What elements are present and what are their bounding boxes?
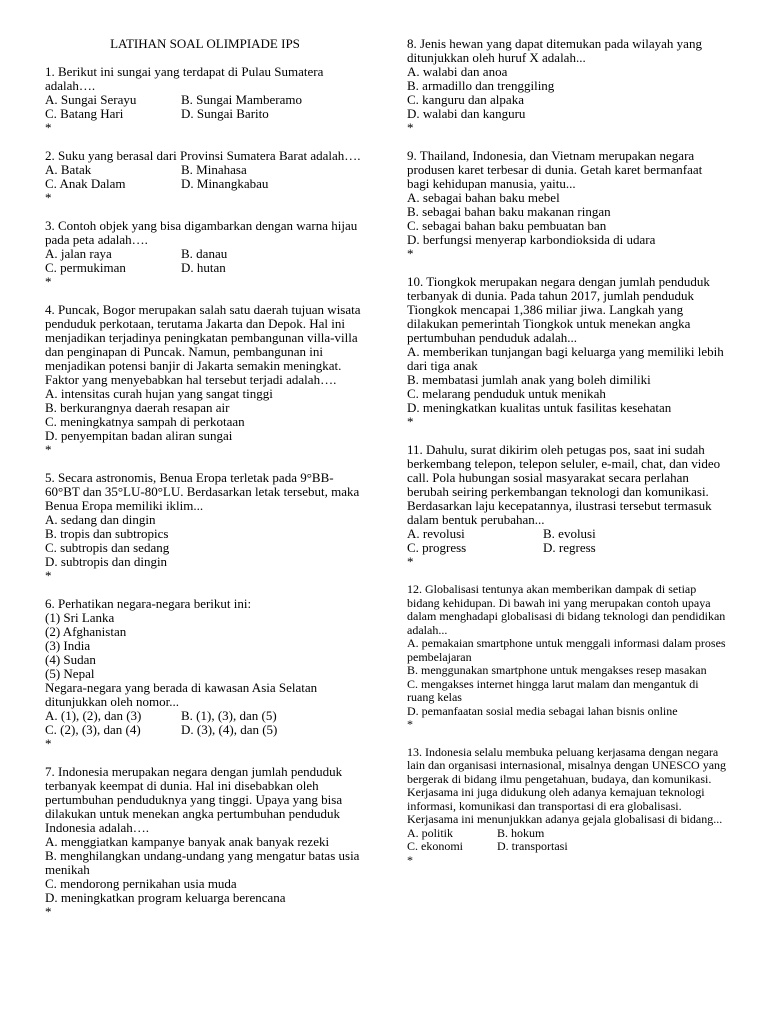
question-8	[407, 37, 727, 135]
answer-mark: *	[45, 190, 52, 205]
option-b: B. danau	[181, 246, 228, 261]
option-d: D. meningkatkan kualitas untuk fasilitas kesehatan	[407, 400, 672, 415]
option-a: A. jalan raya	[45, 246, 112, 261]
option-d: D. walabi dan kanguru	[407, 106, 526, 121]
question-13	[407, 746, 727, 868]
question-text-2: Negara-negara yang berada di kawasan Asia Selatan ditunjukkan oleh nomor...	[45, 680, 318, 709]
question-text: 8. Jenis hewan yang dapat ditemukan pada wilayah yang ditunjukkan oleh huruf X adalah...	[407, 36, 702, 65]
answer-mark: *	[407, 852, 413, 867]
answer-mark: *	[407, 120, 414, 135]
list-item: (4) Sudan	[45, 652, 96, 667]
option-d: D. subtropis dan dingin	[45, 554, 168, 569]
option-b: B. Minahasa	[181, 162, 247, 177]
question-text: 4. Puncak, Bogor merupakan salah satu daerah tujuan wisata penduduk perkotaan, terutama Jakarta dan Depok. Hal ini menjadikan terjadinya peningkatan pembangunan villa-villa dan penginapan di Puncak. Namun, pembangunan ini menjadikan potensi banjir di Jakarta semakin meningkat. Faktor yang menyebabkan hal tersebut terjadi adalah….	[45, 302, 361, 387]
option-a: A. pemakaian smartphone untuk menggali informasi dalam proses pembelajaran	[407, 636, 726, 664]
question-text: 11. Dahulu, surat dikirim oleh petugas pos, saat ini sudah berkembang telepon, telepon seluler, e-mail, chat, dan video call. Pola hubungan sosial masyarakat secara perlahan berubah seiring perkembangan teknologi dan komunikasi. Berdasarkan laju kecepatannya, ilustrasi tersebut termasuk dalam bentuk perubahan...	[407, 442, 721, 527]
question-11	[407, 443, 727, 569]
question-text: 9. Thailand, Indonesia, dan Vietnam merupakan negara produsen karet terbesar di dunia. Getah karet bermanfaat bagi kehidupan manusia, yaitu...	[407, 148, 703, 191]
answer-mark: *	[407, 414, 414, 429]
question-1	[45, 65, 365, 135]
option-d: D. berfungsi menyerap karbondioksida di udara	[407, 232, 656, 247]
page-title: LATIHAN SOAL OLIMPIADE IPS	[110, 36, 300, 51]
option-c: C. progress	[407, 540, 467, 555]
question-10	[407, 275, 727, 429]
option-b: B. Sungai Mamberamo	[181, 92, 302, 107]
answer-mark: *	[45, 274, 52, 289]
question-9	[407, 149, 727, 261]
option-c: C. Anak Dalam	[45, 176, 126, 191]
answer-mark: *	[45, 120, 52, 135]
option-d: D. pemanfaatan sosial media sebagai lahan bisnis online	[407, 703, 678, 718]
option-a: A. sebagai bahan baku mebel	[407, 190, 560, 205]
option-c: C. mendorong pernikahan usia muda	[45, 876, 237, 891]
option-a: A. (1), (2), dan (3)	[45, 708, 142, 723]
answer-mark: *	[407, 246, 414, 261]
option-b: B. armadillo dan trenggiling	[407, 78, 555, 93]
question-5	[45, 471, 365, 583]
option-a: A. Sungai Serayu	[45, 92, 137, 107]
option-d: D. transportasi	[497, 839, 568, 853]
question-text: 5. Secara astronomis, Benua Eropa terletak pada 9°BB-60°BT dan 35°LU-80°LU. Berdasarkan letak tersebut, maka Benua Eropa memiliki iklim...	[45, 470, 360, 513]
option-c: C. Batang Hari	[45, 106, 124, 121]
question-text: 13. Indonesia selalu membuka peluang kerjasama dengan negara lain dan organisasi internasional, misalnya dengan UNESCO yang bergerak di bidang ilmu pengetahuan, budaya, dan komunikasi. Kerjasama ini juga didukung oleh adanya kemajuan teknologi informasi, komunikasi dan transportasi di era globalisasi. Kerjasama ini menunjukkan adanya gejala globalisasi di bidang...	[407, 744, 727, 826]
option-c: C. (2), (3), dan (4)	[45, 722, 141, 737]
option-b: B. evolusi	[543, 526, 596, 541]
question-text: 7. Indonesia merupakan negara dengan jumlah penduduk terbanyak keempat di dunia. Hal ini disebabkan oleh pertumbuhan penduduknya yang tinggi. Upaya yang bisa dilakukan untuk menekan angka pertumbuhan penduduk Indonesia adalah….	[45, 764, 343, 835]
answer-mark: *	[45, 904, 52, 919]
option-a: A. revolusi	[407, 526, 465, 541]
answer-mark: *	[45, 568, 52, 583]
option-c: C. permukiman	[45, 260, 126, 275]
option-c: C. sebagai bahan baku pembuatan ban	[407, 218, 607, 233]
question-4	[45, 303, 365, 457]
option-a: A. walabi dan anoa	[407, 64, 508, 79]
question-text: 6. Perhatikan negara-negara berikut ini:	[45, 596, 252, 611]
option-b: B. menghilangkan undang-undang yang mengatur batas usia menikah	[45, 848, 360, 877]
option-d: D. Minangkabau	[181, 176, 269, 191]
question-7	[45, 765, 365, 919]
question-6	[45, 597, 365, 751]
question-text: 1. Berikut ini sungai yang terdapat di Pulau Sumatera adalah….	[45, 64, 324, 93]
option-d: D. penyempitan badan aliran sungai	[45, 428, 233, 443]
option-b: B. menggunakan smartphone untuk mengakses resep masakan	[407, 663, 707, 677]
list-item: (5) Nepal	[45, 666, 95, 681]
option-a: A. menggiatkan kampanye banyak anak banyak rezeki	[45, 834, 330, 849]
option-c: C. kanguru dan alpaka	[407, 92, 524, 107]
option-a: A. politik	[407, 825, 454, 840]
option-a: A. intensitas curah hujan yang sangat tinggi	[45, 386, 273, 401]
question-text: 2. Suku yang berasal dari Provinsi Sumatera Barat adalah….	[45, 148, 361, 163]
question-text: 10. Tiongkok merupakan negara dengan jumlah penduduk terbanyak di dunia. Pada tahun 2017, jumlah penduduk Tiongkok mencapai 1,386 miliar jiwa. Langkah yang dilakukan pemerintah Tiongkok untuk menekan angka pertumbuhan penduduk adalah...	[407, 274, 710, 345]
option-d: D. (3), (4), dan (5)	[181, 722, 278, 737]
option-c: C. ekonomi	[407, 839, 463, 853]
option-c: C. mengakses internet hingga larut malam dan mengantuk di ruang kelas	[407, 676, 699, 704]
option-b: B. tropis dan subtropics	[45, 526, 169, 541]
option-c: C. melarang penduduk untuk menikah	[407, 386, 606, 401]
option-b: B. (1), (3), dan (5)	[181, 708, 277, 723]
answer-mark: *	[45, 736, 52, 751]
option-c: C. meningkatnya sampah di perkotaan	[45, 414, 245, 429]
option-d: D. meningkatkan program keluarga berencana	[45, 890, 286, 905]
option-b: B. berkurangnya daerah resapan air	[45, 400, 230, 415]
option-c: C. subtropis dan sedang	[45, 540, 170, 555]
question-2	[45, 149, 365, 205]
question-text: 12. Globalisasi tentunya akan memberikan dampak di setiap bidang kehidupan. Di bawah ini yang merupakan contoh upaya dalam menghadapi globalisasi di bidang teknologi dan pendidikan adalah...	[407, 582, 726, 637]
list-item: (1) Sri Lanka	[45, 610, 115, 625]
list-item: (2) Afghanistan	[45, 624, 127, 639]
option-d: D. hutan	[181, 260, 226, 275]
option-a: A. Batak	[45, 162, 92, 177]
option-a: A. sedang dan dingin	[45, 512, 156, 527]
question-text: 3. Contoh objek yang bisa digambarkan dengan warna hijau pada peta adalah….	[45, 218, 358, 247]
list-item: (3) India	[45, 638, 91, 653]
option-b: B. membatasi jumlah anak yang boleh dimiliki	[407, 372, 651, 387]
option-d: D. regress	[543, 540, 596, 555]
question-3	[45, 219, 365, 289]
option-d: D. Sungai Barito	[181, 106, 269, 121]
answer-mark: *	[407, 717, 413, 731]
answer-mark: *	[45, 442, 52, 457]
option-a: A. memberikan tunjangan bagi keluarga yang memiliki lebih dari tiga anak	[407, 344, 724, 373]
left-column	[45, 37, 365, 933]
question-12	[407, 583, 727, 732]
option-b: B. hokum	[497, 825, 545, 840]
right-column	[407, 37, 727, 881]
option-b: B. sebagai bahan baku makanan ringan	[407, 204, 611, 219]
answer-mark: *	[407, 554, 414, 569]
